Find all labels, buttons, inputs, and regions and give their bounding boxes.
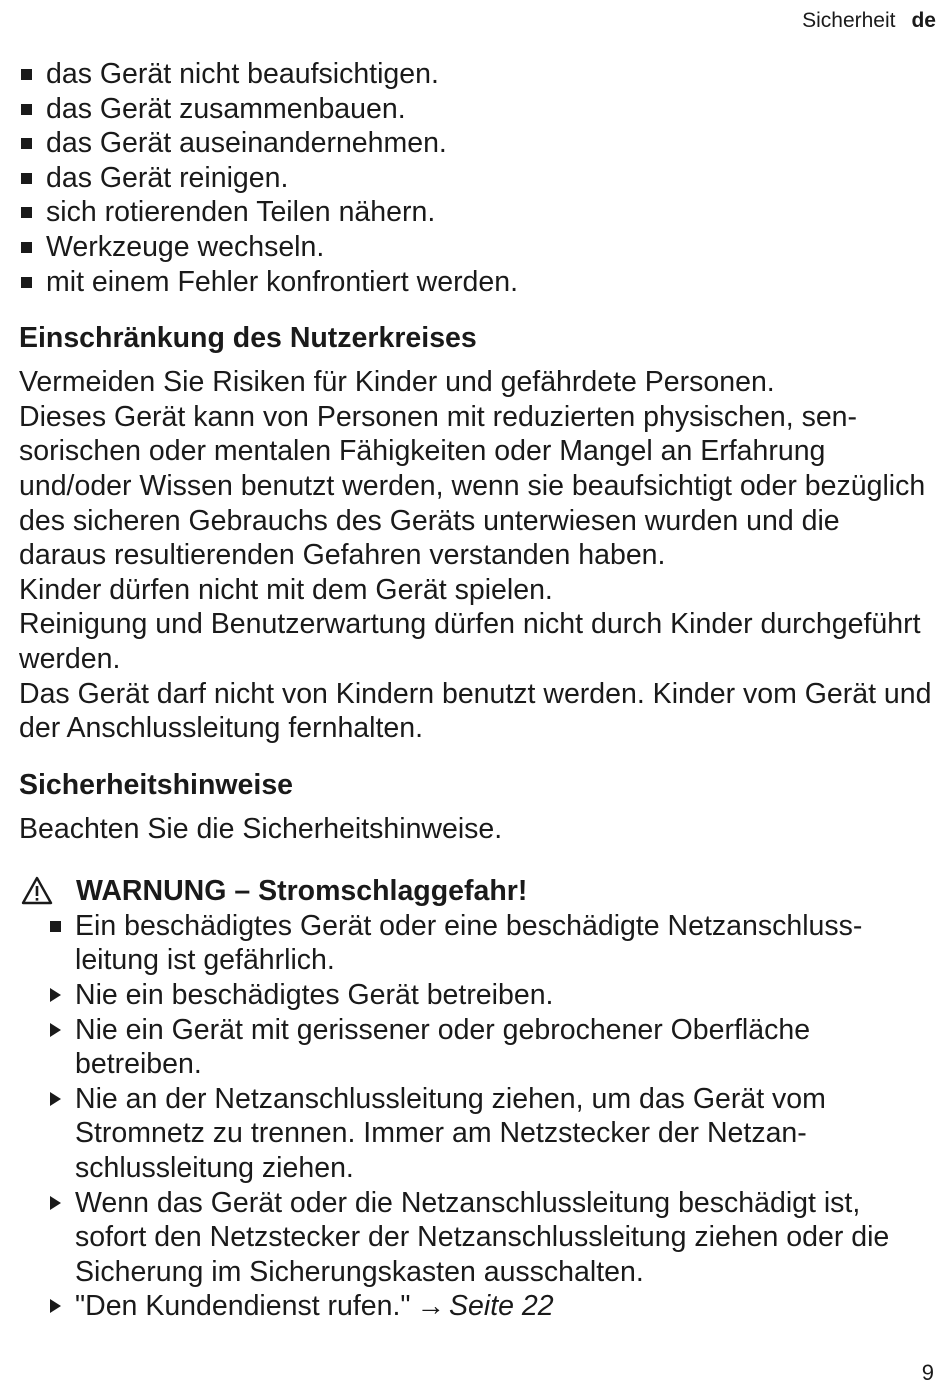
warning-heading (19, 874, 934, 909)
list-item: das Gerät nicht beaufsichtigen. (19, 57, 934, 92)
warning-title: WARNUNG – Stromschlaggefahr! (76, 875, 528, 908)
warning-triangle-icon (21, 876, 53, 905)
paragraph: Kinder dürfen nicht mit dem Gerät spielen. (19, 573, 553, 606)
paragraph: Vermeiden Sie Risiken für Kinder und gefährdete Personen. (19, 366, 775, 399)
list-item: das Gerät zusammenbauen. (19, 92, 934, 127)
list-item: das Gerät reinigen. (19, 161, 934, 196)
list-item: sich rotierenden Teilen nähern. (19, 195, 934, 230)
customer-service-text: "Den Kundendienst rufen." (75, 1290, 411, 1323)
action-item: Nie an der Netzanschlussleitung ziehen, um das Gerät vom Stromnetz zu trennen. Immer am Netzstecker der Netzanschlussleitung ziehen. (48, 1082, 934, 1186)
paragraph: Das Gerät darf nicht von Kindern benutzt werden. Kinder vom Gerät und der Anschlussleitung fernhalten. (19, 677, 932, 745)
list-item: mit einem Fehler konfrontiert werden. (19, 265, 934, 300)
page-content (19, 57, 934, 1324)
header-section-title: Sicherheit (802, 9, 896, 32)
page-reference-link[interactable]: Seite 22 (449, 1290, 554, 1323)
header-language-code: de (911, 9, 936, 32)
warning-hazard-list (19, 909, 934, 978)
intro-bullet-list (19, 57, 934, 299)
list-item: Werkzeuge wechseln. (19, 230, 934, 265)
action-item: Wenn das Gerät oder die Netzanschlussleitung beschädigt ist, sofort den Netzstecker der Netzanschlussleitung ziehen oder die Sicherung im Sicherungskasten ausschalten. (48, 1186, 934, 1290)
list-item: das Gerät auseinandernehmen. (19, 126, 934, 161)
page-number: 9 (921, 1360, 934, 1385)
section-heading-safety-notes: Sicherheitshinweise (19, 768, 294, 801)
action-item: Nie ein Gerät mit gerissener oder gebrochener Oberfläche betreiben. (48, 1013, 934, 1082)
paragraph: Reinigung und Benutzerwartung dürfen nicht durch Kinder durchgeführt werden. (19, 608, 921, 675)
action-item-customer-service (48, 1289, 934, 1324)
action-item: Nie ein beschädigtes Gerät betreiben. (48, 978, 934, 1013)
arrow-right-icon: → (416, 1290, 446, 1323)
warning-action-list (48, 978, 934, 1324)
paragraph: Dieses Gerät kann von Personen mit reduzierten physischen, sensorischen oder mentalen Fähigkeiten oder Mangel an Erfahrung und/oder Wissen benutzt werden, wenn sie beaufsichtigt oder bezüglich des sicheren Gebrauchs des Geräts unterwiesen wurden und die daraus resultierenden Gefahren verstanden haben. (19, 400, 926, 572)
running-header (802, 8, 936, 34)
warning-hazard-text: Ein beschädigtes Gerät oder eine beschädigte Netzanschlussleitung ist gefährlich. (48, 909, 934, 978)
safety-intro-text: Beachten Sie die Sicherheitshinweise. (19, 812, 503, 845)
section-heading-user-restriction: Einschränkung des Nutzerkreises (19, 322, 477, 355)
